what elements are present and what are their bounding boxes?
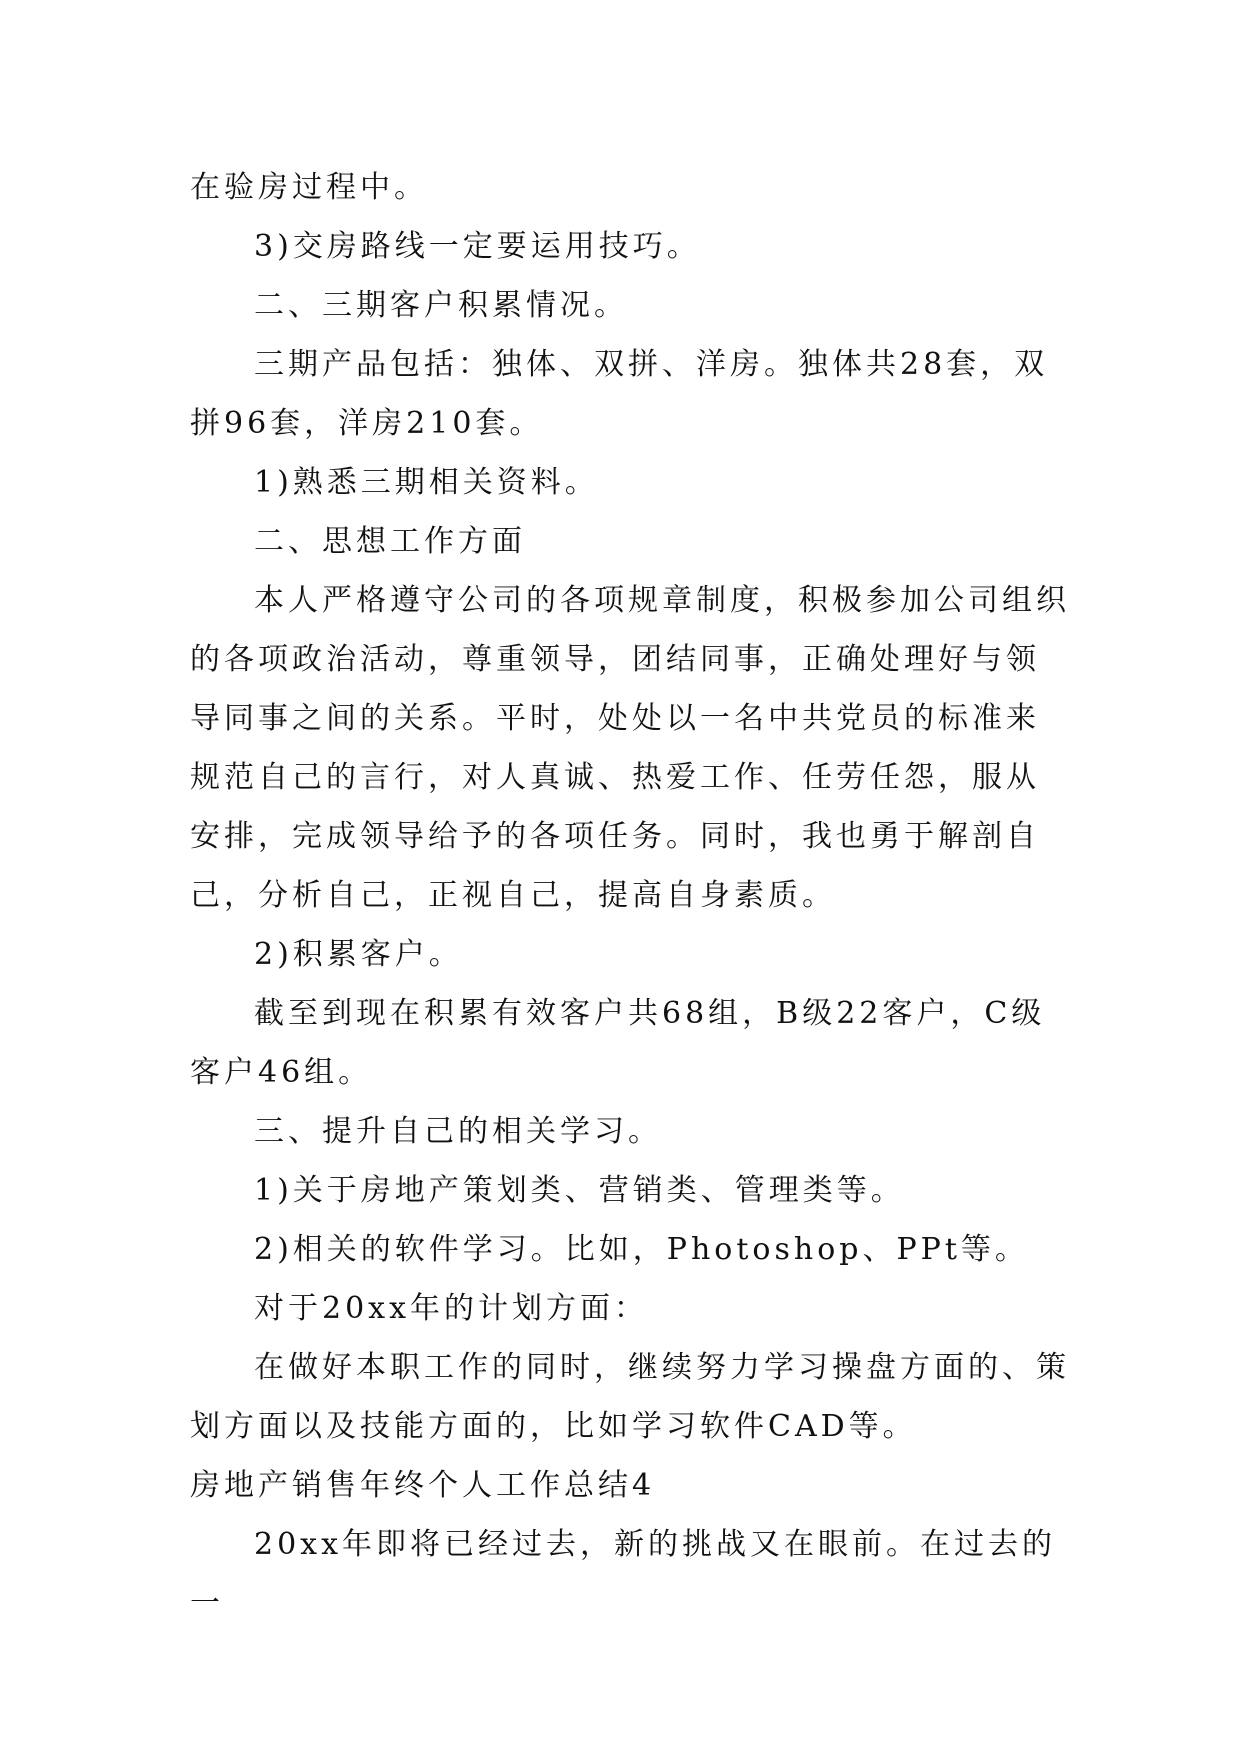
article-title: 房地产销售年终个人工作总结4 [190,1468,656,1503]
paragraph: 本人严格遵守公司的各项规章制度，积极参加公司组织的各项政治活动，尊重领导，团结同事，正确处理好与领导同事之间的关系。平时，处处以一名中共党员的标准来规范自己的言行，对人真诚、热爱工作、任劳任怨，服从安排，完成领导给予的各项任务。同时，我也勇于解剖自己，分析自己，正视自己，提高自身素质。 [190,583,1070,913]
section-heading: 三、提升自己的相关学习。 [254,1114,662,1149]
list-item: 2)积累客户。 [254,937,463,972]
list-item: 3)交房路线一定要运用技巧。 [254,229,701,264]
paragraph: 截至到现在积累有效客户共68组，B级22客户，C级客户46组。 [190,996,1046,1090]
list-item: 1)熟悉三期相关资料。 [254,465,599,500]
list-item: 1)关于房地产策划类、营销类、管理类等。 [254,1173,905,1208]
paragraph: 20xx年即将已经过去，新的挑战又在眼前。在过去的一 [190,1527,1057,1621]
paragraph: 在做好本职工作的同时，继续努力学习操盘方面的、策划方面以及技能方面的，比如学习软件CAD等。 [190,1350,1070,1444]
list-item: 2)相关的软件学习。比如，Photoshop、PPt等。 [254,1232,1029,1267]
paragraph: 三期产品包括：独体、双拼、洋房。独体共28套，双拼96套，洋房210套。 [190,347,1049,441]
paragraph: 对于20xx年的计划方面： [254,1291,649,1326]
document-body [190,158,1070,1633]
section-heading: 二、思想工作方面 [254,524,526,559]
section-heading: 二、三期客户积累情况。 [254,288,628,323]
paragraph: 在验房过程中。 [190,170,428,205]
